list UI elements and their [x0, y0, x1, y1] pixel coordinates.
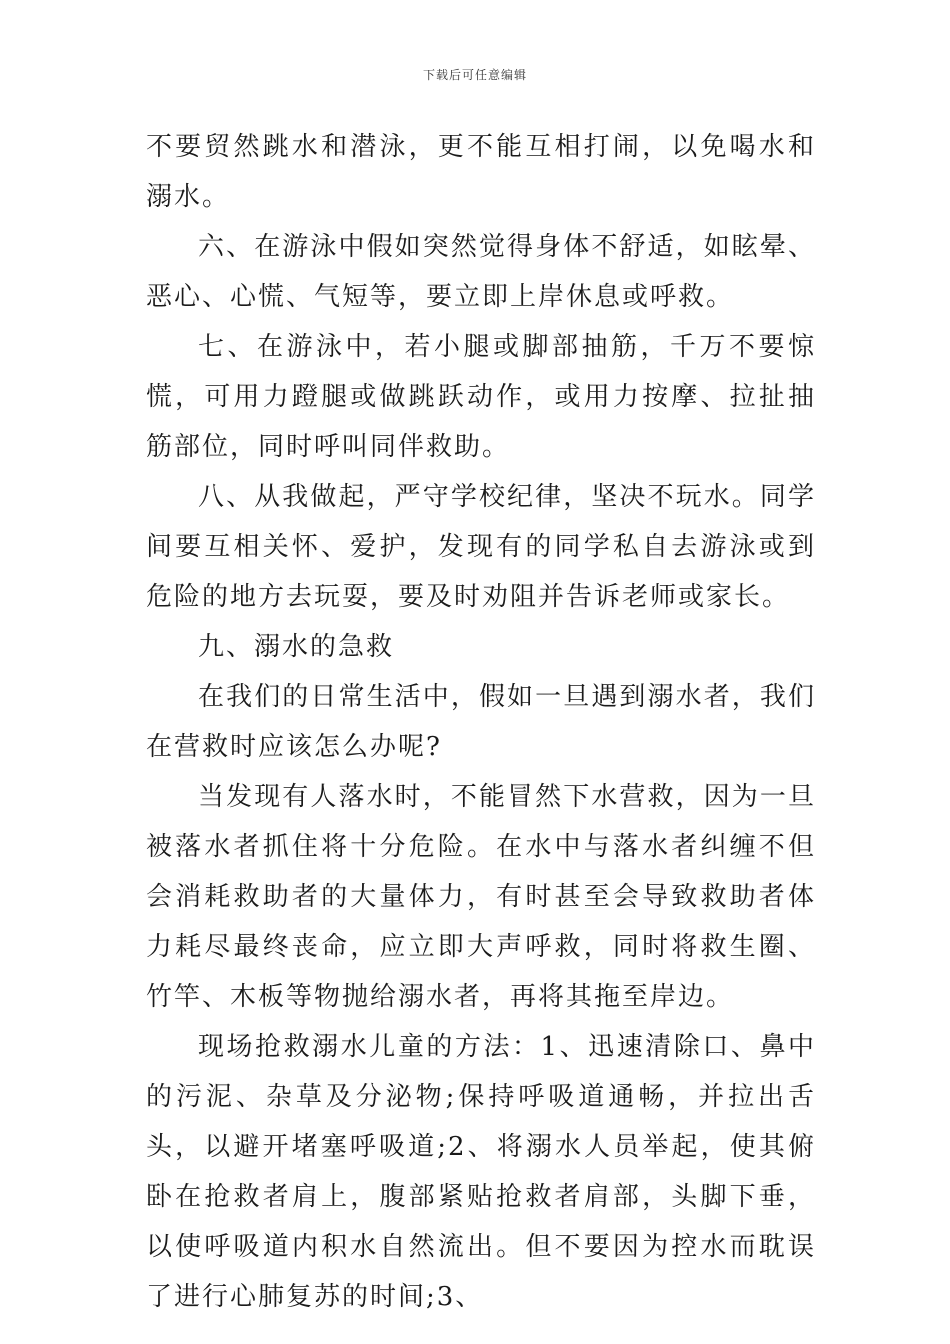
paragraph-6: 在我们的日常生活中，假如一旦遇到溺水者，我们在营救时应该怎么办呢? [146, 682, 816, 762]
paragraph-7: 当发现有人落水时，不能冒然下水营救，因为一旦被落水者抓住将十分危险。在水中与落水者纠缠不但会消耗救助者的大量体力，有时甚至会导致救助者体力耗尽最终丧命，应立即大声呼救，同时将救生圈、竹竿、木板等物抛给溺水者，再将其拖至岸边。 [146, 782, 816, 1012]
paragraph-4: 八、从我做起，严守学校纪律，坚决不玩水。同学间要互相关怀、爱护，发现有的同学私自去游泳或到危险的地方去玩耍，要及时劝阻并告诉老师或家长。 [146, 482, 816, 612]
section-heading-drowning-rescue: 九、溺水的急救 [198, 632, 395, 662]
paragraph-1: 不要贸然跳水和潜泳，更不能互相打闹，以免喝水和溺水。 [146, 132, 816, 212]
paragraph-2: 六、在游泳中假如突然觉得身体不舒适，如眩晕、恶心、心慌、气短等，要立即上岸休息或呼救。 [146, 232, 816, 312]
document-body [146, 122, 816, 1322]
paragraph-8: 现场抢救溺水儿童的方法：1、迅速清除口、鼻中的污泥、杂草及分泌物;保持呼吸道通畅，并拉出舌头，以避开堵塞呼吸道;2、将溺水人员举起，使其俯卧在抢救者肩上，腹部紧贴抢救者肩部，头脚下垂，以使呼吸道内积水自然流出。但不要因为控水而耽误了进行心肺复苏的时间;3、 [146, 1032, 816, 1312]
paragraph-3: 七、在游泳中，若小腿或脚部抽筋，千万不要惊慌，可用力蹬腿或做跳跃动作，或用力按摩、拉扯抽筋部位，同时呼叫同伴救助。 [146, 332, 816, 462]
page-header: 下载后可任意编辑 [422, 68, 527, 82]
